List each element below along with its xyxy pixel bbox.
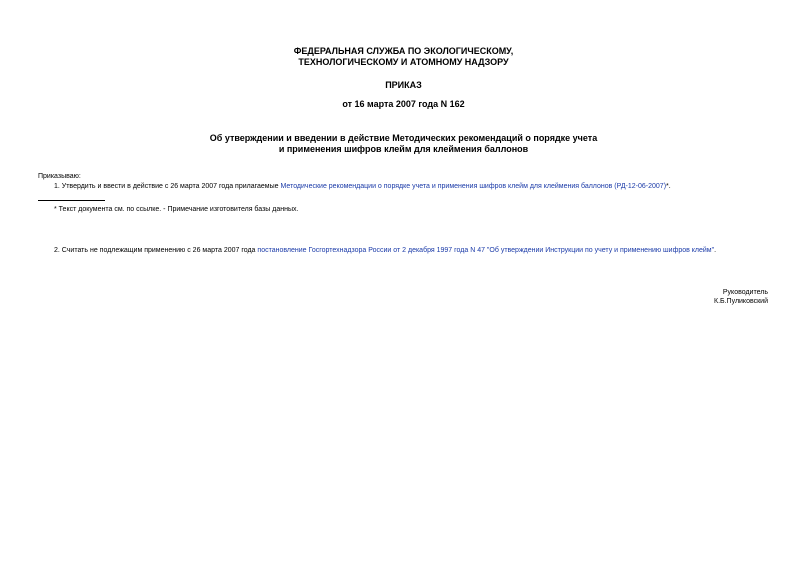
item-2-suffix: . — [714, 247, 717, 254]
item-2 — [54, 246, 716, 255]
footnote-text: * Текст документа см. по ссылке. - Примечание изготовителя базы данных. — [54, 206, 299, 213]
methodical-recommendations-link[interactable]: Методические рекомендации о порядке учета и применения шифров клейм для клеймения баллонов (РД-12-06-2007) — [280, 183, 667, 190]
intro-text: Приказываю: — [38, 173, 81, 180]
subject-line-2: и применения шифров клейм для клеймения баллонов — [278, 144, 529, 154]
agency-line-1: ФЕДЕРАЛЬНАЯ СЛУЖБА ПО ЭКОЛОГИЧЕСКОМУ, — [293, 46, 514, 56]
signature-title: Руководитель — [722, 289, 768, 296]
document-subject — [0, 133, 807, 155]
subject-line-1: Об утверждении и введении в действие Методических рекомендаций о порядке учета — [209, 133, 598, 143]
signature-name: К.Б.Пуликовский — [714, 298, 768, 305]
footnote-divider — [38, 200, 105, 201]
item-1 — [54, 182, 671, 191]
item-1-suffix: *. — [666, 183, 671, 190]
document-type: ПРИКАЗ — [385, 80, 422, 90]
item-1-prefix: 1. Утвердить и ввести в действие с 26 марта 2007 года прилагаемые — [54, 183, 281, 190]
item-2-prefix: 2. Считать не подлежащим применению с 26 марта 2007 года — [54, 247, 258, 254]
document-date: от 16 марта 2007 года N 162 — [342, 99, 465, 109]
agency-name — [0, 46, 807, 68]
signature-block — [714, 288, 768, 306]
gosgortekhnadzor-resolution-link[interactable]: постановление Госгортехнадзора России от 2 декабря 1997 года N 47 "Об утверждении Инструкции по учету и применению шифров клейм" — [257, 247, 715, 254]
agency-line-2: ТЕХНОЛОГИЧЕСКОМУ И АТОМНОМУ НАДЗОРУ — [298, 57, 509, 67]
